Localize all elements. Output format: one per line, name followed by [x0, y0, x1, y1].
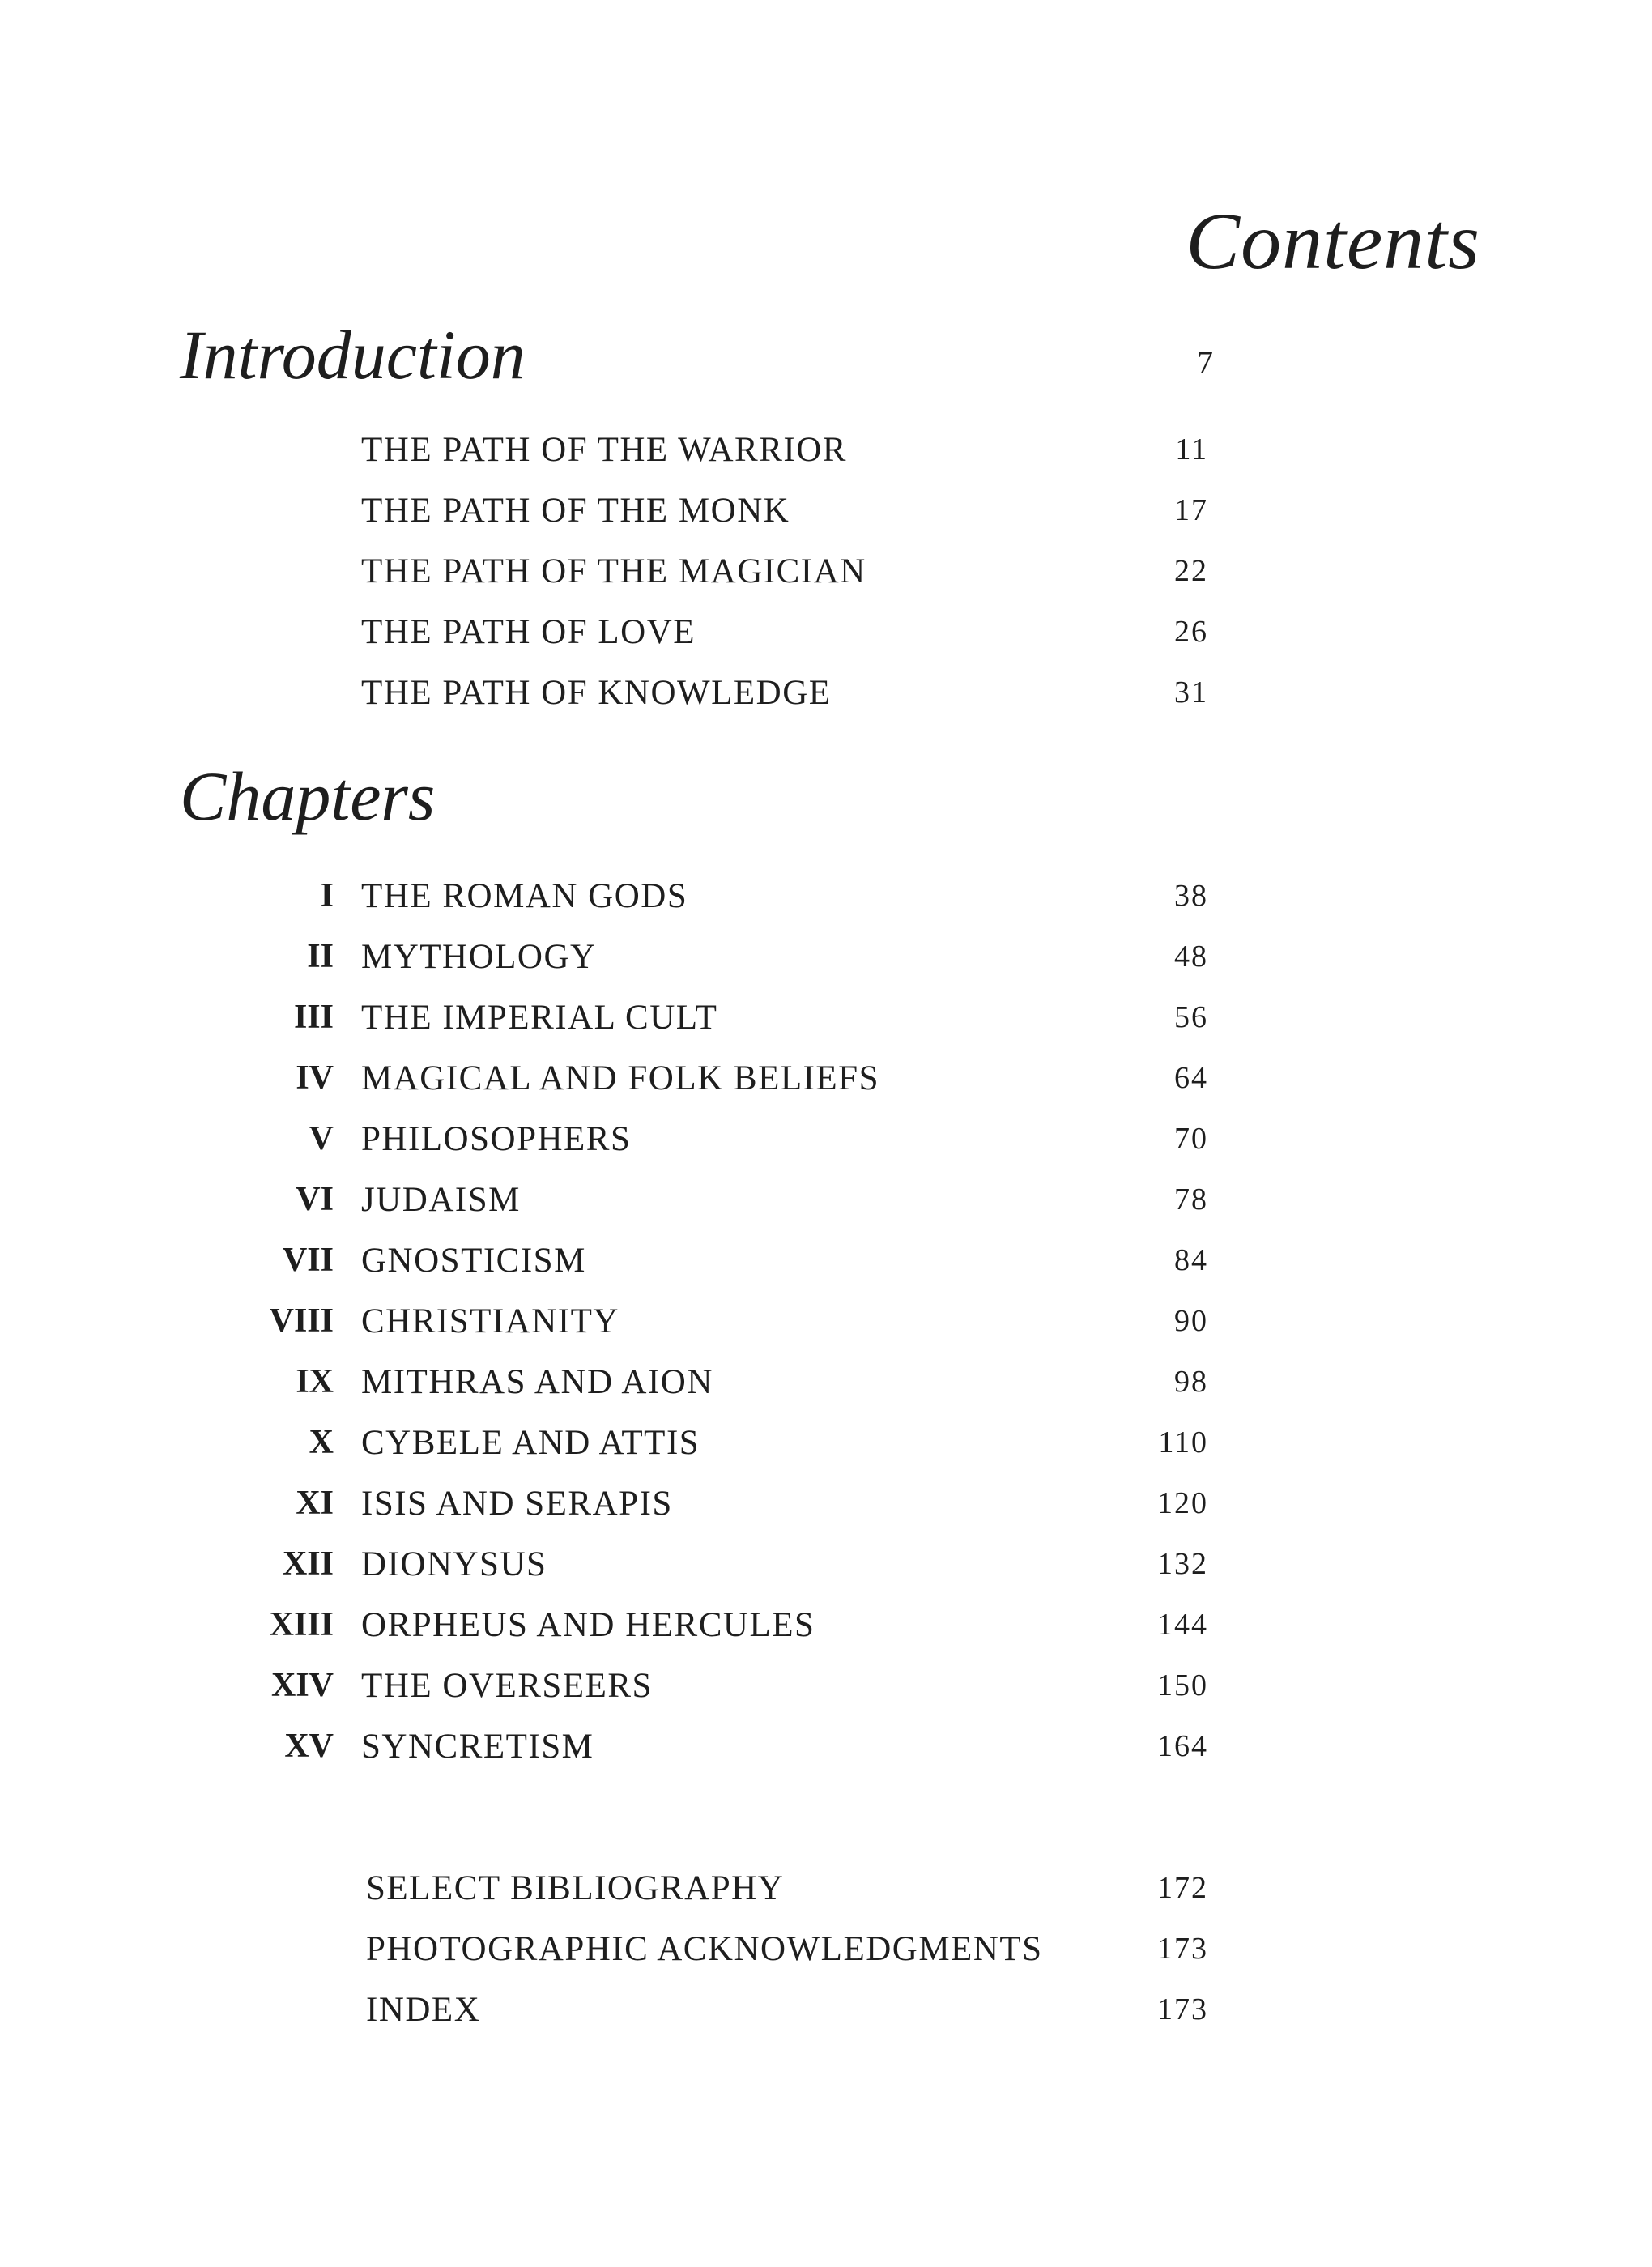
toc-entry-title: THE PATH OF THE MONK [361, 492, 790, 530]
toc-entry-title: PHOTOGRAPHIC ACKNOWLEDGMENTS [366, 1930, 1043, 1968]
toc-entry-page: 90 [1174, 1304, 1208, 1338]
toc-chapter-i[interactable] [0, 879, 1652, 927]
chapter-numeral: II [307, 938, 334, 975]
toc-entry-page: 132 [1157, 1547, 1208, 1581]
toc-entry-page: 48 [1174, 940, 1208, 974]
toc-entry-page: 26 [1174, 615, 1208, 649]
chapter-numeral: VII [282, 1242, 334, 1279]
toc-entry-page: 70 [1174, 1122, 1208, 1156]
toc-chapter-xi[interactable] [0, 1486, 1652, 1535]
toc-entry-path-of-love[interactable] [0, 615, 1652, 663]
toc-entry-title: SELECT BIBLIOGRAPHY [366, 1869, 785, 1907]
toc-entry-page: 31 [1174, 675, 1208, 710]
toc-entry-page: 172 [1157, 1871, 1208, 1905]
chapter-numeral: XI [296, 1485, 334, 1522]
toc-entry-page: 38 [1174, 879, 1208, 913]
chapter-numeral: III [293, 999, 334, 1036]
chapter-numeral: V [309, 1120, 334, 1157]
toc-entry-page: 110 [1158, 1425, 1208, 1459]
toc-entry-title: THE OVERSEERS [361, 1667, 653, 1705]
toc-entry-title: THE IMPERIAL CULT [361, 999, 718, 1037]
chapter-numeral: IX [296, 1363, 334, 1400]
toc-entry-title: MITHRAS AND AION [361, 1363, 713, 1401]
page-title: Contents [1186, 196, 1480, 286]
chapter-numeral: IV [296, 1059, 334, 1097]
toc-entry-title: DIONYSUS [361, 1545, 547, 1583]
toc-entry-title: GNOSTICISM [361, 1242, 586, 1280]
toc-entry-path-of-warrior[interactable] [0, 433, 1652, 481]
toc-entry-page: 173 [1157, 1932, 1208, 1966]
toc-entry-photographic-acknowledgments[interactable] [0, 1932, 1652, 1980]
toc-entry-page: 64 [1174, 1061, 1208, 1095]
chapter-numeral: VIII [269, 1302, 334, 1340]
introduction-page-number: 7 [1197, 344, 1213, 381]
chapter-numeral: X [309, 1424, 334, 1461]
toc-entry-page: 164 [1157, 1729, 1208, 1763]
toc-entry-select-bibliography[interactable] [0, 1871, 1652, 1920]
toc-entry-index[interactable] [0, 1992, 1652, 2041]
toc-chapter-ix[interactable] [0, 1365, 1652, 1413]
toc-entry-page: 120 [1157, 1486, 1208, 1520]
toc-entry-title: ISIS AND SERAPIS [361, 1485, 673, 1523]
introduction-heading: Introduction [180, 316, 526, 394]
toc-entry-page: 11 [1175, 433, 1208, 467]
toc-entry-title: INDEX [366, 1991, 481, 2029]
toc-entry-title: MYTHOLOGY [361, 938, 597, 976]
toc-entry-page: 84 [1174, 1243, 1208, 1277]
toc-entry-title: MAGICAL AND FOLK BELIEFS [361, 1059, 880, 1097]
toc-entry-title: THE PATH OF THE WARRIOR [361, 431, 847, 469]
toc-chapter-v[interactable] [0, 1122, 1652, 1170]
toc-entry-page: 17 [1174, 493, 1208, 527]
toc-chapter-xv[interactable] [0, 1729, 1652, 1778]
toc-chapter-xiii[interactable] [0, 1608, 1652, 1656]
toc-entry-page: 144 [1157, 1608, 1208, 1642]
toc-entry-title: CHRISTIANITY [361, 1302, 620, 1340]
chapter-numeral: I [320, 877, 334, 914]
toc-chapter-viii[interactable] [0, 1304, 1652, 1353]
chapter-numeral: XIII [269, 1606, 334, 1643]
toc-chapter-iii[interactable] [0, 1000, 1652, 1049]
toc-entry-title: PHILOSOPHERS [361, 1120, 632, 1158]
toc-entry-title: CYBELE AND ATTIS [361, 1424, 700, 1462]
toc-entry-path-of-knowledge[interactable] [0, 675, 1652, 724]
toc-entry-title: ORPHEUS AND HERCULES [361, 1606, 815, 1644]
toc-chapter-iv[interactable] [0, 1061, 1652, 1110]
toc-chapter-ii[interactable] [0, 940, 1652, 988]
chapter-numeral: XII [282, 1545, 334, 1583]
toc-chapter-xii[interactable] [0, 1547, 1652, 1596]
toc-entry-page: 98 [1174, 1365, 1208, 1399]
toc-chapter-vii[interactable] [0, 1243, 1652, 1292]
toc-entry-title: THE PATH OF THE MAGICIAN [361, 552, 866, 590]
toc-chapter-xiv[interactable] [0, 1668, 1652, 1717]
toc-entry-title: JUDAISM [361, 1181, 521, 1219]
toc-entry-path-of-magician[interactable] [0, 554, 1652, 603]
toc-entry-title: SYNCRETISM [361, 1728, 594, 1766]
toc-entry-title: THE ROMAN GODS [361, 877, 688, 915]
chapter-numeral: XIV [270, 1667, 334, 1704]
toc-chapter-vi[interactable] [0, 1183, 1652, 1231]
toc-entry-page: 173 [1157, 1992, 1208, 2026]
toc-entry-title: THE PATH OF KNOWLEDGE [361, 674, 832, 712]
chapters-heading: Chapters [180, 757, 436, 835]
chapter-numeral: XV [284, 1728, 334, 1765]
toc-entry-page: 22 [1174, 554, 1208, 588]
toc-entry-title: THE PATH OF LOVE [361, 613, 696, 651]
chapter-numeral: VI [296, 1181, 334, 1218]
toc-chapter-x[interactable] [0, 1425, 1652, 1474]
toc-entry-page: 78 [1174, 1183, 1208, 1217]
toc-entry-page: 150 [1157, 1668, 1208, 1702]
toc-entry-page: 56 [1174, 1000, 1208, 1034]
toc-entry-path-of-monk[interactable] [0, 493, 1652, 542]
